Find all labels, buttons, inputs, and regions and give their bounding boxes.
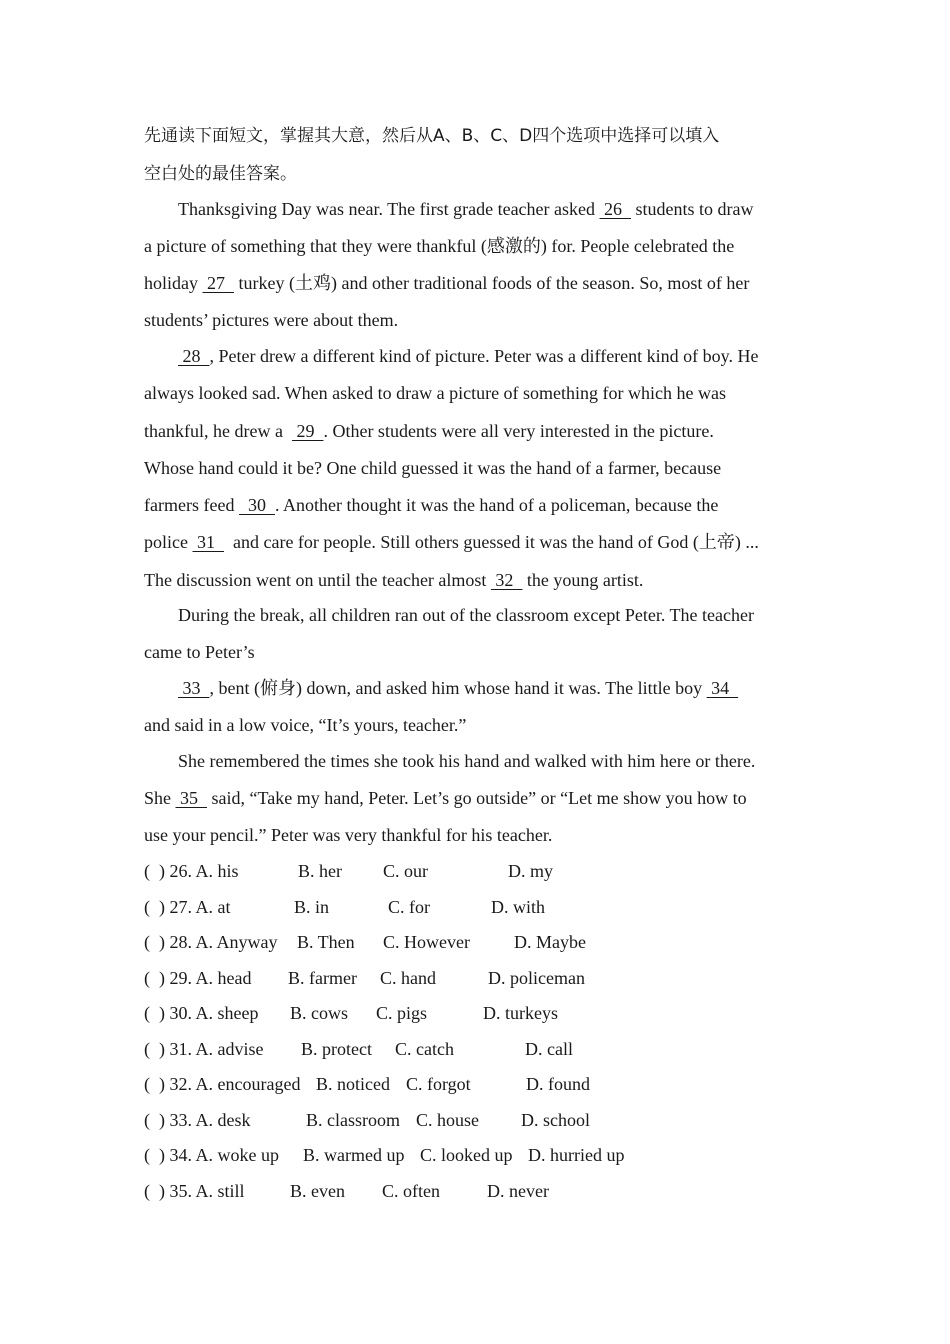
option-d: D. with (491, 897, 545, 917)
option-d: D. turkeys (483, 1003, 558, 1023)
option-d: D. my (508, 861, 553, 881)
option-b: B. in (294, 897, 330, 917)
question-30 (144, 1001, 664, 1025)
passage-line: use your pencil.” Peter was very thankful for his teacher. (144, 825, 553, 845)
passage-line (144, 786, 747, 810)
blank-30: 30 (238, 495, 275, 515)
option-d: D. never (487, 1181, 549, 1201)
passage-line: She remembered the times she took his hand and walked with him here or there. (178, 751, 756, 771)
passage-line (144, 271, 749, 295)
text: the young artist. (522, 570, 644, 590)
question-stem-option-a: ( ) 29. A. head (144, 968, 252, 988)
instruction-line-1: 先通读下面短文，掌握其大意，然后从A、B、C、D四个选项中选择可以填入 (144, 126, 720, 146)
passage-line (178, 344, 758, 368)
text: farmers feed (144, 495, 239, 515)
text: . Another thought it was the hand of a policeman, because the (274, 495, 719, 515)
passage-line: students’ pictures were about them. (144, 310, 399, 330)
option-c: C. often (382, 1181, 440, 1201)
option-b: B. Then (297, 932, 355, 952)
text: The discussion went on until the teacher almost (144, 570, 491, 590)
option-c: C. However (383, 932, 470, 952)
question-35 (144, 1179, 664, 1203)
option-c: C. forgot (406, 1074, 471, 1094)
question-stem-option-a: ( ) 27. A. at (144, 897, 231, 917)
passage-line: came to Peter’s (144, 642, 255, 662)
text: thankful, he drew a (144, 421, 292, 441)
passage-line (144, 419, 714, 443)
passage-line (144, 530, 759, 554)
option-b: B. farmer (288, 968, 357, 988)
text: holiday (144, 273, 203, 293)
question-stem-option-a: ( ) 26. A. his (144, 861, 239, 881)
option-d: D. found (526, 1074, 590, 1094)
option-b: B. even (290, 1181, 345, 1201)
question-27 (144, 895, 664, 919)
option-b: B. her (298, 861, 342, 881)
text: , Peter drew a different kind of picture. Peter was a different kind of boy. He (209, 346, 759, 366)
text: said, “Take my hand, Peter. Let’s go outside” or “Let me show you how to (207, 788, 747, 808)
passage-line: a picture of something that they were thankful (感激的) for. People celebrated the (144, 236, 735, 256)
option-b: B. warmed up (303, 1145, 405, 1165)
question-33 (144, 1108, 664, 1132)
question-stem-option-a: ( ) 31. A. advise (144, 1039, 264, 1059)
blank-34: 34 (706, 678, 739, 698)
option-c: C. pigs (376, 1003, 428, 1023)
question-26 (144, 859, 664, 883)
text: . Other students were all very interested in the picture. (323, 421, 714, 441)
option-c: C. catch (395, 1039, 454, 1059)
option-d: D. school (521, 1110, 590, 1130)
text: , bent (俯身) down, and asked him whose hand it was. The little boy (209, 678, 707, 698)
text: turkey (土鸡) and other traditional foods of the season. So, most of her (234, 273, 750, 293)
blank-27: 27 (202, 273, 234, 293)
question-28 (144, 930, 664, 954)
question-32 (144, 1072, 664, 1096)
question-29 (144, 966, 664, 990)
text: police (144, 532, 193, 552)
passage-line: always looked sad. When asked to draw a picture of something for which he was (144, 383, 727, 403)
question-34 (144, 1143, 664, 1167)
text: She (144, 788, 176, 808)
blank-32: 32 (490, 570, 523, 590)
blank-33: 33 (178, 678, 210, 698)
blank-29: 29 (291, 421, 324, 441)
question-31 (144, 1037, 664, 1061)
blank-28: 28 (178, 346, 210, 366)
passage-line (178, 197, 754, 221)
blank-35: 35 (175, 788, 207, 808)
option-d: D. Maybe (514, 932, 586, 952)
text: and care for people. Still others guessed it was the hand of God (上帝) ... (223, 532, 759, 552)
question-stem-option-a: ( ) 32. A. encouraged (144, 1074, 301, 1094)
option-c: C. looked up (420, 1145, 513, 1165)
blank-26: 26 (599, 199, 632, 219)
option-c: C. for (388, 897, 430, 917)
blank-31: 31 (192, 532, 224, 552)
option-b: B. cows (290, 1003, 348, 1023)
question-stem-option-a: ( ) 30. A. sheep (144, 1003, 259, 1023)
option-d: D. call (525, 1039, 573, 1059)
passage-line: During the break, all children ran out of the classroom except Peter. The teacher (178, 605, 754, 625)
passage-line (144, 568, 643, 592)
instruction-line-2: 空白处的最佳答案。 (144, 164, 297, 184)
passage-line (144, 493, 718, 517)
question-stem-option-a: ( ) 28. A. Anyway (144, 932, 278, 952)
option-c: C. our (383, 861, 428, 881)
question-stem-option-a: ( ) 33. A. desk (144, 1110, 251, 1130)
question-stem-option-a: ( ) 35. A. still (144, 1181, 245, 1201)
option-d: D. hurried up (528, 1145, 625, 1165)
text: students to draw (631, 199, 754, 219)
text: Thanksgiving Day was near. The first grade teacher asked (178, 199, 600, 219)
passage-line (178, 676, 738, 700)
option-b: B. protect (301, 1039, 372, 1059)
option-c: C. house (416, 1110, 479, 1130)
option-b: B. classroom (306, 1110, 400, 1130)
option-c: C. hand (380, 968, 436, 988)
option-d: D. policeman (488, 968, 585, 988)
option-b: B. noticed (316, 1074, 390, 1094)
question-stem-option-a: ( ) 34. A. woke up (144, 1145, 279, 1165)
passage-line: and said in a low voice, “It’s yours, teacher.” (144, 715, 467, 735)
passage-line: Whose hand could it be? One child guessed it was the hand of a farmer, because (144, 458, 722, 478)
